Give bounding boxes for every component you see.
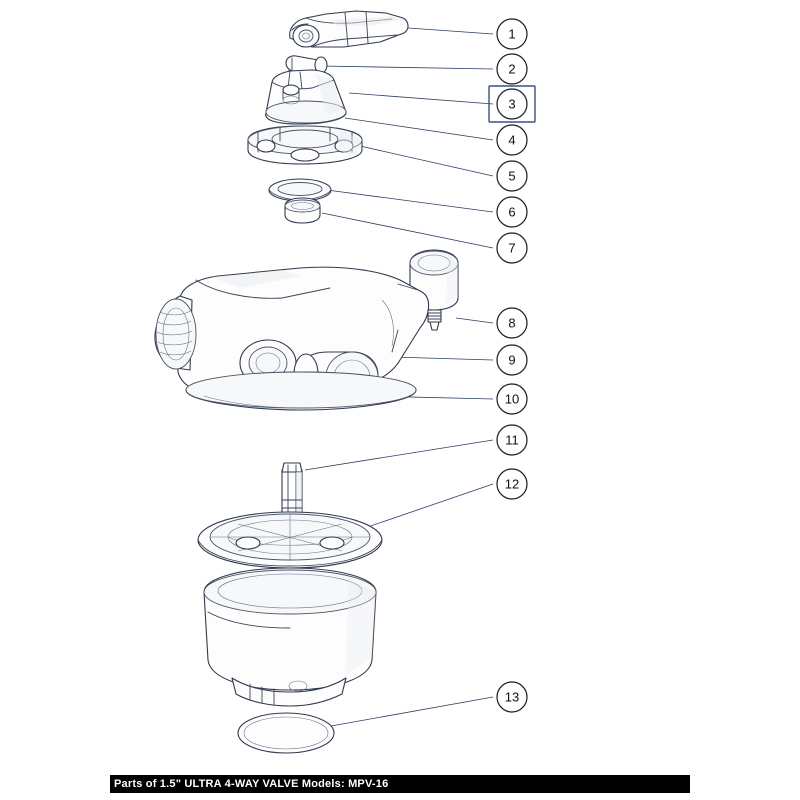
callout-8-label: 8 bbox=[508, 315, 516, 331]
callout-1[interactable] bbox=[497, 19, 527, 49]
leader-11 bbox=[305, 440, 493, 470]
callout-10-label: 10 bbox=[504, 391, 520, 407]
callout-10[interactable] bbox=[497, 384, 527, 414]
leader-13 bbox=[320, 697, 493, 728]
callout-13-label: 13 bbox=[504, 689, 520, 705]
callout-7[interactable] bbox=[497, 233, 527, 263]
callout-5[interactable] bbox=[497, 161, 527, 191]
part-handle-assembly bbox=[290, 11, 408, 47]
callout-13[interactable] bbox=[497, 682, 527, 712]
leader-1 bbox=[394, 27, 493, 34]
callout-7-label: 7 bbox=[508, 240, 516, 256]
callout-2-label: 2 bbox=[508, 61, 516, 77]
leader-7 bbox=[322, 213, 493, 248]
callout-8[interactable] bbox=[497, 308, 527, 338]
part-bottom-seal bbox=[238, 713, 334, 753]
callout-4[interactable] bbox=[497, 125, 527, 155]
leader-2 bbox=[320, 66, 493, 69]
callout-6[interactable] bbox=[497, 197, 527, 227]
callout-3-label: 3 bbox=[508, 96, 516, 112]
part-diffuser-spider bbox=[198, 512, 382, 706]
callout-1-label: 1 bbox=[508, 26, 516, 42]
part-cover-flange bbox=[248, 126, 362, 164]
leader-5 bbox=[360, 146, 493, 176]
part-valve-body bbox=[155, 267, 429, 410]
callout-12-label: 12 bbox=[504, 476, 520, 492]
callout-9[interactable] bbox=[497, 345, 527, 375]
leader-9 bbox=[392, 357, 493, 360]
callout-9-label: 9 bbox=[508, 352, 516, 368]
callout-11[interactable] bbox=[497, 425, 527, 455]
leader-4 bbox=[345, 118, 493, 140]
callout-5-label: 5 bbox=[508, 168, 516, 184]
diagram-caption: Parts of 1.5" ULTRA 4-WAY VALVE Models: MPV-16 bbox=[110, 775, 690, 793]
callout-3[interactable] bbox=[497, 89, 527, 119]
callout-2[interactable] bbox=[497, 54, 527, 84]
part-lower-gasket bbox=[285, 198, 320, 223]
part-valve-cover bbox=[266, 70, 346, 124]
leader-3 bbox=[349, 93, 493, 104]
callout-6-label: 6 bbox=[508, 204, 516, 220]
leader-6 bbox=[327, 190, 493, 212]
leader-8 bbox=[456, 318, 493, 323]
callout-12[interactable] bbox=[497, 469, 527, 499]
callout-4-label: 4 bbox=[508, 132, 516, 148]
callout-11-label: 11 bbox=[505, 432, 519, 448]
